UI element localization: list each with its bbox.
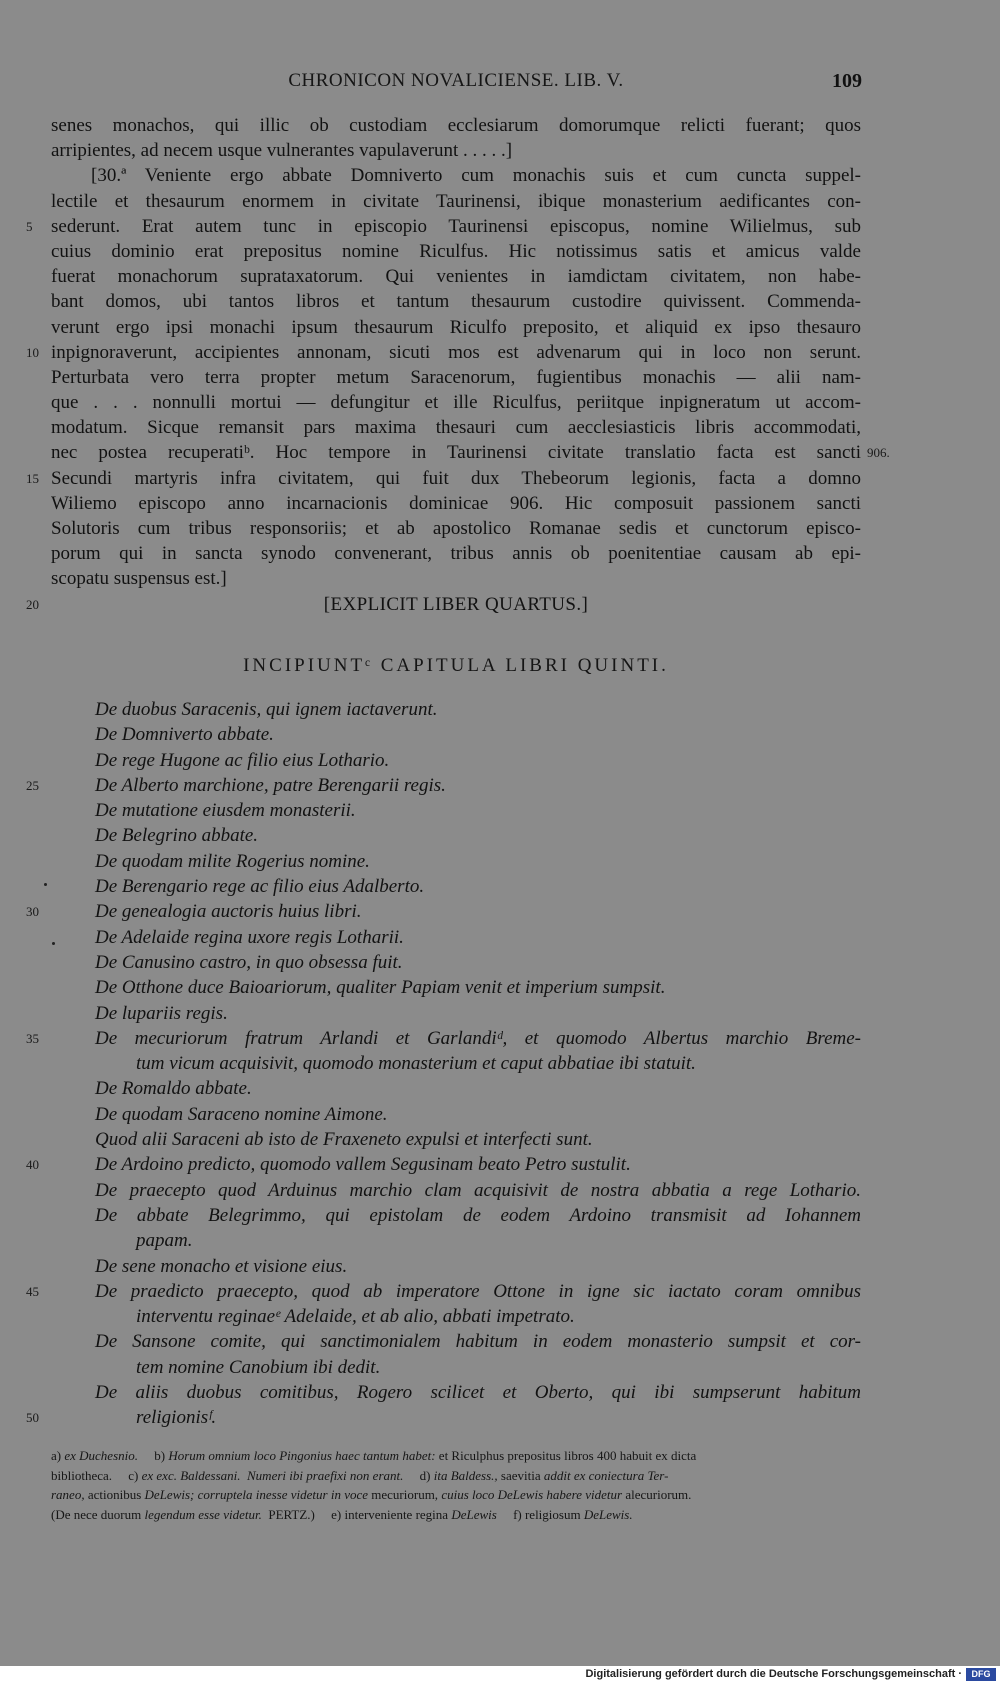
chapter-entry: [51, 1304, 861, 1329]
footnote-fragment: actionibus: [84, 1487, 145, 1502]
text-line: [51, 113, 861, 138]
chapter-entry: [51, 1001, 861, 1026]
line-text: Solutoris cum tribus responsoriis; et ab apostolico Romanae sedis et cunctorum episco-: [51, 518, 861, 539]
line-text: senes monachos, qui illic ob custodiam ecclesiarum domorumque relicti fuerant; quos: [51, 115, 861, 136]
chapter-title: De Alberto marchione, patre Berengarii regis.: [95, 774, 446, 796]
chapter-title: De Ardoino predicto, quomodo vallem Segusinam beato Petro sustulit.: [95, 1154, 631, 1176]
chapter-title: De rege Hugone ac filio eius Lothario.: [95, 749, 390, 771]
chapter-entry: [51, 722, 861, 747]
line-number: 5: [26, 218, 33, 234]
line-number: 45: [26, 1283, 39, 1299]
footnote-fragment: DeLewis; corruptela inesse videtur in voce: [144, 1487, 369, 1502]
footer-credit: Digitalisierung gefördert durch die Deutsche Forschungsgemeinschaft ·: [585, 1668, 962, 1680]
footnote-fragment: Horum omnium loco Pingonius haec tantum habet:: [168, 1448, 436, 1463]
footnote-fragment: (De nece duorum: [51, 1506, 145, 1522]
footnote-fragment: legendum esse videtur.: [144, 1506, 262, 1522]
chapter-title: De quodam milite Rogerius nomine.: [95, 850, 370, 872]
footnote-fragment: ex exc. Baldessani. Numeri ibi praefixi non erant.: [141, 1467, 404, 1483]
line-text: lectile et thesaurum enormem in civitate Taurinensi, ibique monasterium aedificantes con-: [51, 190, 861, 212]
line-number: 30: [26, 904, 39, 920]
text-line: [51, 163, 861, 188]
chapter-title: De Adelaide regina uxore regis Lotharii.: [95, 926, 404, 948]
chapter-entry: [51, 1127, 861, 1152]
text-line: [51, 516, 861, 541]
line-text: bant domos, ubi tantos libros et tantum thesaurum custodire quivissent. Commenda-: [51, 291, 861, 313]
chapter-title: De lupariis regis.: [95, 1002, 228, 1024]
text-line: [26, 466, 861, 491]
chapter-title: De Sansone comite, qui sanctimonialem habitum in eodem monasterio sumpsit et cor-: [95, 1331, 861, 1353]
line-text: fuerat monachorum suprataxatorum. Qui venientes in iamdictam civitatem, non habe-: [51, 266, 861, 288]
footnote-fragment: d): [403, 1467, 434, 1483]
line-text: arripientes, ad necem usque vulnerantes vapulaverunt . . . . .]: [51, 140, 513, 162]
chapter-entry: [51, 950, 861, 975]
text-line: [51, 390, 861, 415]
text-line: [51, 440, 890, 465]
line-text: verunt ergo ipsi monachi ipsum thesaurum Riculfo preposito, et aliquid ex ipso thesauro: [51, 316, 861, 338]
text-line: [51, 491, 861, 516]
chapter-entry: [51, 1051, 861, 1076]
chapter-entry: [26, 1026, 861, 1051]
chapter-title: De Canusino castro, in quo obsessa fuit.: [95, 951, 403, 973]
footnote-fragment: ex Duchesnio.: [64, 1448, 138, 1463]
page-number: 109: [832, 70, 862, 92]
chapter-entry: [51, 1355, 861, 1380]
chapter-entry: [26, 1152, 861, 1177]
running-header: [50, 70, 862, 100]
main-text-block: [26, 113, 890, 617]
margin-year: 906.: [867, 445, 890, 461]
line-number: 25: [26, 777, 39, 793]
line-text: scopatu suspensus est.]: [51, 568, 227, 590]
text-line: [51, 315, 861, 340]
text-line: [51, 138, 861, 163]
chapter-entry: [51, 925, 861, 950]
footnote-fragment: cuius loco DeLewis habere videtur: [441, 1487, 623, 1502]
footnote-fragment: DeLewis: [451, 1506, 497, 1522]
chapter-entry: [26, 1405, 861, 1430]
chapter-title: De Otthone duce Baioariorum, qualiter Papiam venit et imperium sumpsit.: [95, 977, 666, 999]
chapter-entry: [51, 697, 861, 722]
line-text: Perturbata vero terra propter metum Saracenorum, fugientibus monachis — alii nam-: [51, 366, 861, 388]
chapter-list: [26, 697, 861, 1431]
text-line: [51, 289, 861, 314]
chapter-entry: [26, 773, 861, 798]
text-line: [51, 189, 861, 214]
speck: [44, 883, 47, 886]
line-number: 35: [26, 1030, 39, 1046]
line-text: [30.ª Veniente ergo abbate Domniverto cum monachis suis et cum cuncta suppel-: [91, 165, 861, 187]
footnote-fragment: f) religiosum: [496, 1506, 584, 1522]
footnote-fragment: saevitia: [497, 1467, 544, 1483]
chapter-title: religionisᶠ.: [136, 1407, 217, 1429]
line-number: 20: [26, 596, 39, 612]
chapter-title: Quod alii Saraceni ab isto de Fraxeneto expulsi et interfecti sunt.: [95, 1129, 593, 1151]
chapter-entry: [51, 1380, 861, 1405]
explicit-line: [26, 592, 861, 617]
chapter-title: papam.: [136, 1230, 193, 1252]
chapter-title: De mecuriorum fratrum Arlandi et Garlandiᵈ, et quomodo Albertus marchio Breme-: [95, 1027, 861, 1049]
chapter-title: De aliis duobus comitibus, Rogero scilicet et Oberto, qui ibi sumpserunt habitum: [95, 1382, 861, 1404]
footnotes: [51, 1446, 861, 1524]
chapter-title: De Belegrino abbate.: [95, 825, 259, 847]
footnote-line: [51, 1466, 861, 1486]
footnote-fragment: et Riculphus prepositus libros 400 habuit ex dicta: [435, 1448, 697, 1463]
line-text: cuius dominio erat prepositus nomine Riculfus. Hic notissimus satis et amicus valde: [51, 240, 861, 262]
chapter-title: De mutatione eiusdem monasterii.: [95, 800, 356, 822]
footnote-fragment: DeLewis.: [583, 1506, 633, 1522]
line-number: 50: [26, 1410, 39, 1426]
line-text: inpignoraverunt, accipientes annonam, sicuti mos est advenarum qui in loco non serunt.: [51, 341, 861, 363]
chapter-entry: [51, 874, 861, 899]
chapter-entry: [26, 1279, 861, 1304]
line-number: 40: [26, 1157, 39, 1173]
speck: [52, 942, 55, 945]
footnote-fragment: a): [51, 1448, 65, 1463]
chapter-entry: [51, 1178, 861, 1203]
chapter-title: De Romaldo abbate.: [95, 1078, 252, 1100]
line-number: 10: [26, 344, 39, 360]
line-text: porum qui in sancta synodo convenerant, tribus annis ob poenitentiae causam ab epi-: [51, 543, 861, 565]
text-line: [26, 214, 861, 239]
chapter-entry: [51, 1254, 861, 1279]
chapter-title: De praedicto praecepto, quod ab imperatore Ottone in igne sic iactato coram omnibus: [95, 1280, 861, 1302]
footnote-fragment: mecuriorum,: [368, 1487, 442, 1502]
chapter-title: interventu reginaeᵉ Adelaide, et ab alio, abbati impetrato.: [136, 1306, 575, 1328]
chapter-entry: [51, 823, 861, 848]
text-line: [51, 365, 861, 390]
chapter-title: De quodam Saraceno nomine Aimone.: [95, 1103, 388, 1125]
chapter-entry: [51, 1076, 861, 1101]
footnote-fragment: ita Baldess.,: [433, 1467, 498, 1483]
chapter-entry: [51, 798, 861, 823]
line-text: Secundi martyris infra civitatem, qui fuit dux Thebeorum legionis, facta a domno: [51, 467, 861, 489]
footnote-line: [51, 1505, 861, 1525]
explicit-text: [EXPLICIT LIBER QUARTUS.]: [323, 593, 589, 615]
text-line: [51, 566, 861, 591]
footnote-line: [51, 1485, 861, 1505]
line-text: que . . . nonnulli mortui — defungitur et ille Riculfus, periitque inpigneratum ut accom-: [51, 392, 861, 414]
text-line: [51, 541, 861, 566]
chapter-entry: [51, 1329, 861, 1354]
chapter-title: tem nomine Canobium ibi dedit.: [136, 1356, 381, 1378]
line-text: nec postea recuperatiᵇ. Hoc tempore in Taurinensi civitate translatio facta est sancti: [51, 442, 861, 464]
chapter-title: De Berengario rege ac filio eius Adalberto.: [95, 876, 425, 898]
chapter-title: De Domniverto abbate.: [95, 724, 274, 746]
chapter-title: De praecepto quod Arduinus marchio clam acquisivit de nostra abbatia a rege Lothario.: [95, 1179, 861, 1201]
chapter-entry: [51, 1102, 861, 1127]
footnote-fragment: PERTZ.) e) interveniente regina: [261, 1506, 452, 1522]
footnote-line: [51, 1446, 861, 1466]
chapter-title: De abbate Belegrimmo, qui epistolam de eodem Ardoino transmisit ad Iohannem: [95, 1204, 861, 1226]
footnote-fragment: b): [138, 1448, 169, 1463]
footnote-fragment: addit ex coniectura Ter-: [543, 1467, 669, 1483]
text-line: [51, 239, 861, 264]
line-text: modatum. Sicque remansit pars maxima thesauri cum aecclesiasticis libris accommodati,: [51, 417, 861, 439]
text-line: [51, 264, 861, 289]
footnote-fragment: alecuriorum.: [622, 1487, 692, 1502]
digitization-footer: [0, 1666, 1000, 1684]
chapter-entry: [51, 1203, 861, 1228]
running-title: CHRONICON NOVALICIENSE. LIB. V.: [288, 70, 624, 91]
line-text: Wiliemo episcopo anno incarnacionis dominicae 906. Hic composuit passionem sancti: [51, 492, 861, 514]
chapter-entry: [51, 849, 861, 874]
chapter-title: De sene monacho et visione eius.: [95, 1255, 348, 1277]
chapter-title: De duobus Saracenis, qui ignem iactaverunt.: [95, 699, 438, 720]
chapter-entry: [51, 748, 861, 773]
text-line: [26, 340, 861, 365]
line-text: sederunt. Erat autem tunc in episcopio Taurinensi episcopus, nomine Wilielmus, sub: [51, 215, 861, 237]
chapter-entry: [26, 899, 861, 924]
dfg-logo: DFG: [966, 1668, 996, 1681]
chapter-title: tum vicum acquisivit, quomodo monasterium et caput abbatiae ibi statuit.: [136, 1053, 696, 1075]
section-heading: INCIPIUNTᶜ CAPITULA LIBRI QUINTI.: [243, 655, 669, 676]
footnote-fragment: bibliotheca. c): [51, 1467, 142, 1483]
footnote-fragment: raneo,: [51, 1487, 85, 1502]
chapter-entry: [51, 975, 861, 1000]
line-number: 15: [26, 470, 39, 486]
chapter-entry: [51, 1228, 861, 1253]
text-line: [51, 415, 861, 440]
chapter-title: De genealogia auctoris huius libri.: [95, 901, 362, 923]
